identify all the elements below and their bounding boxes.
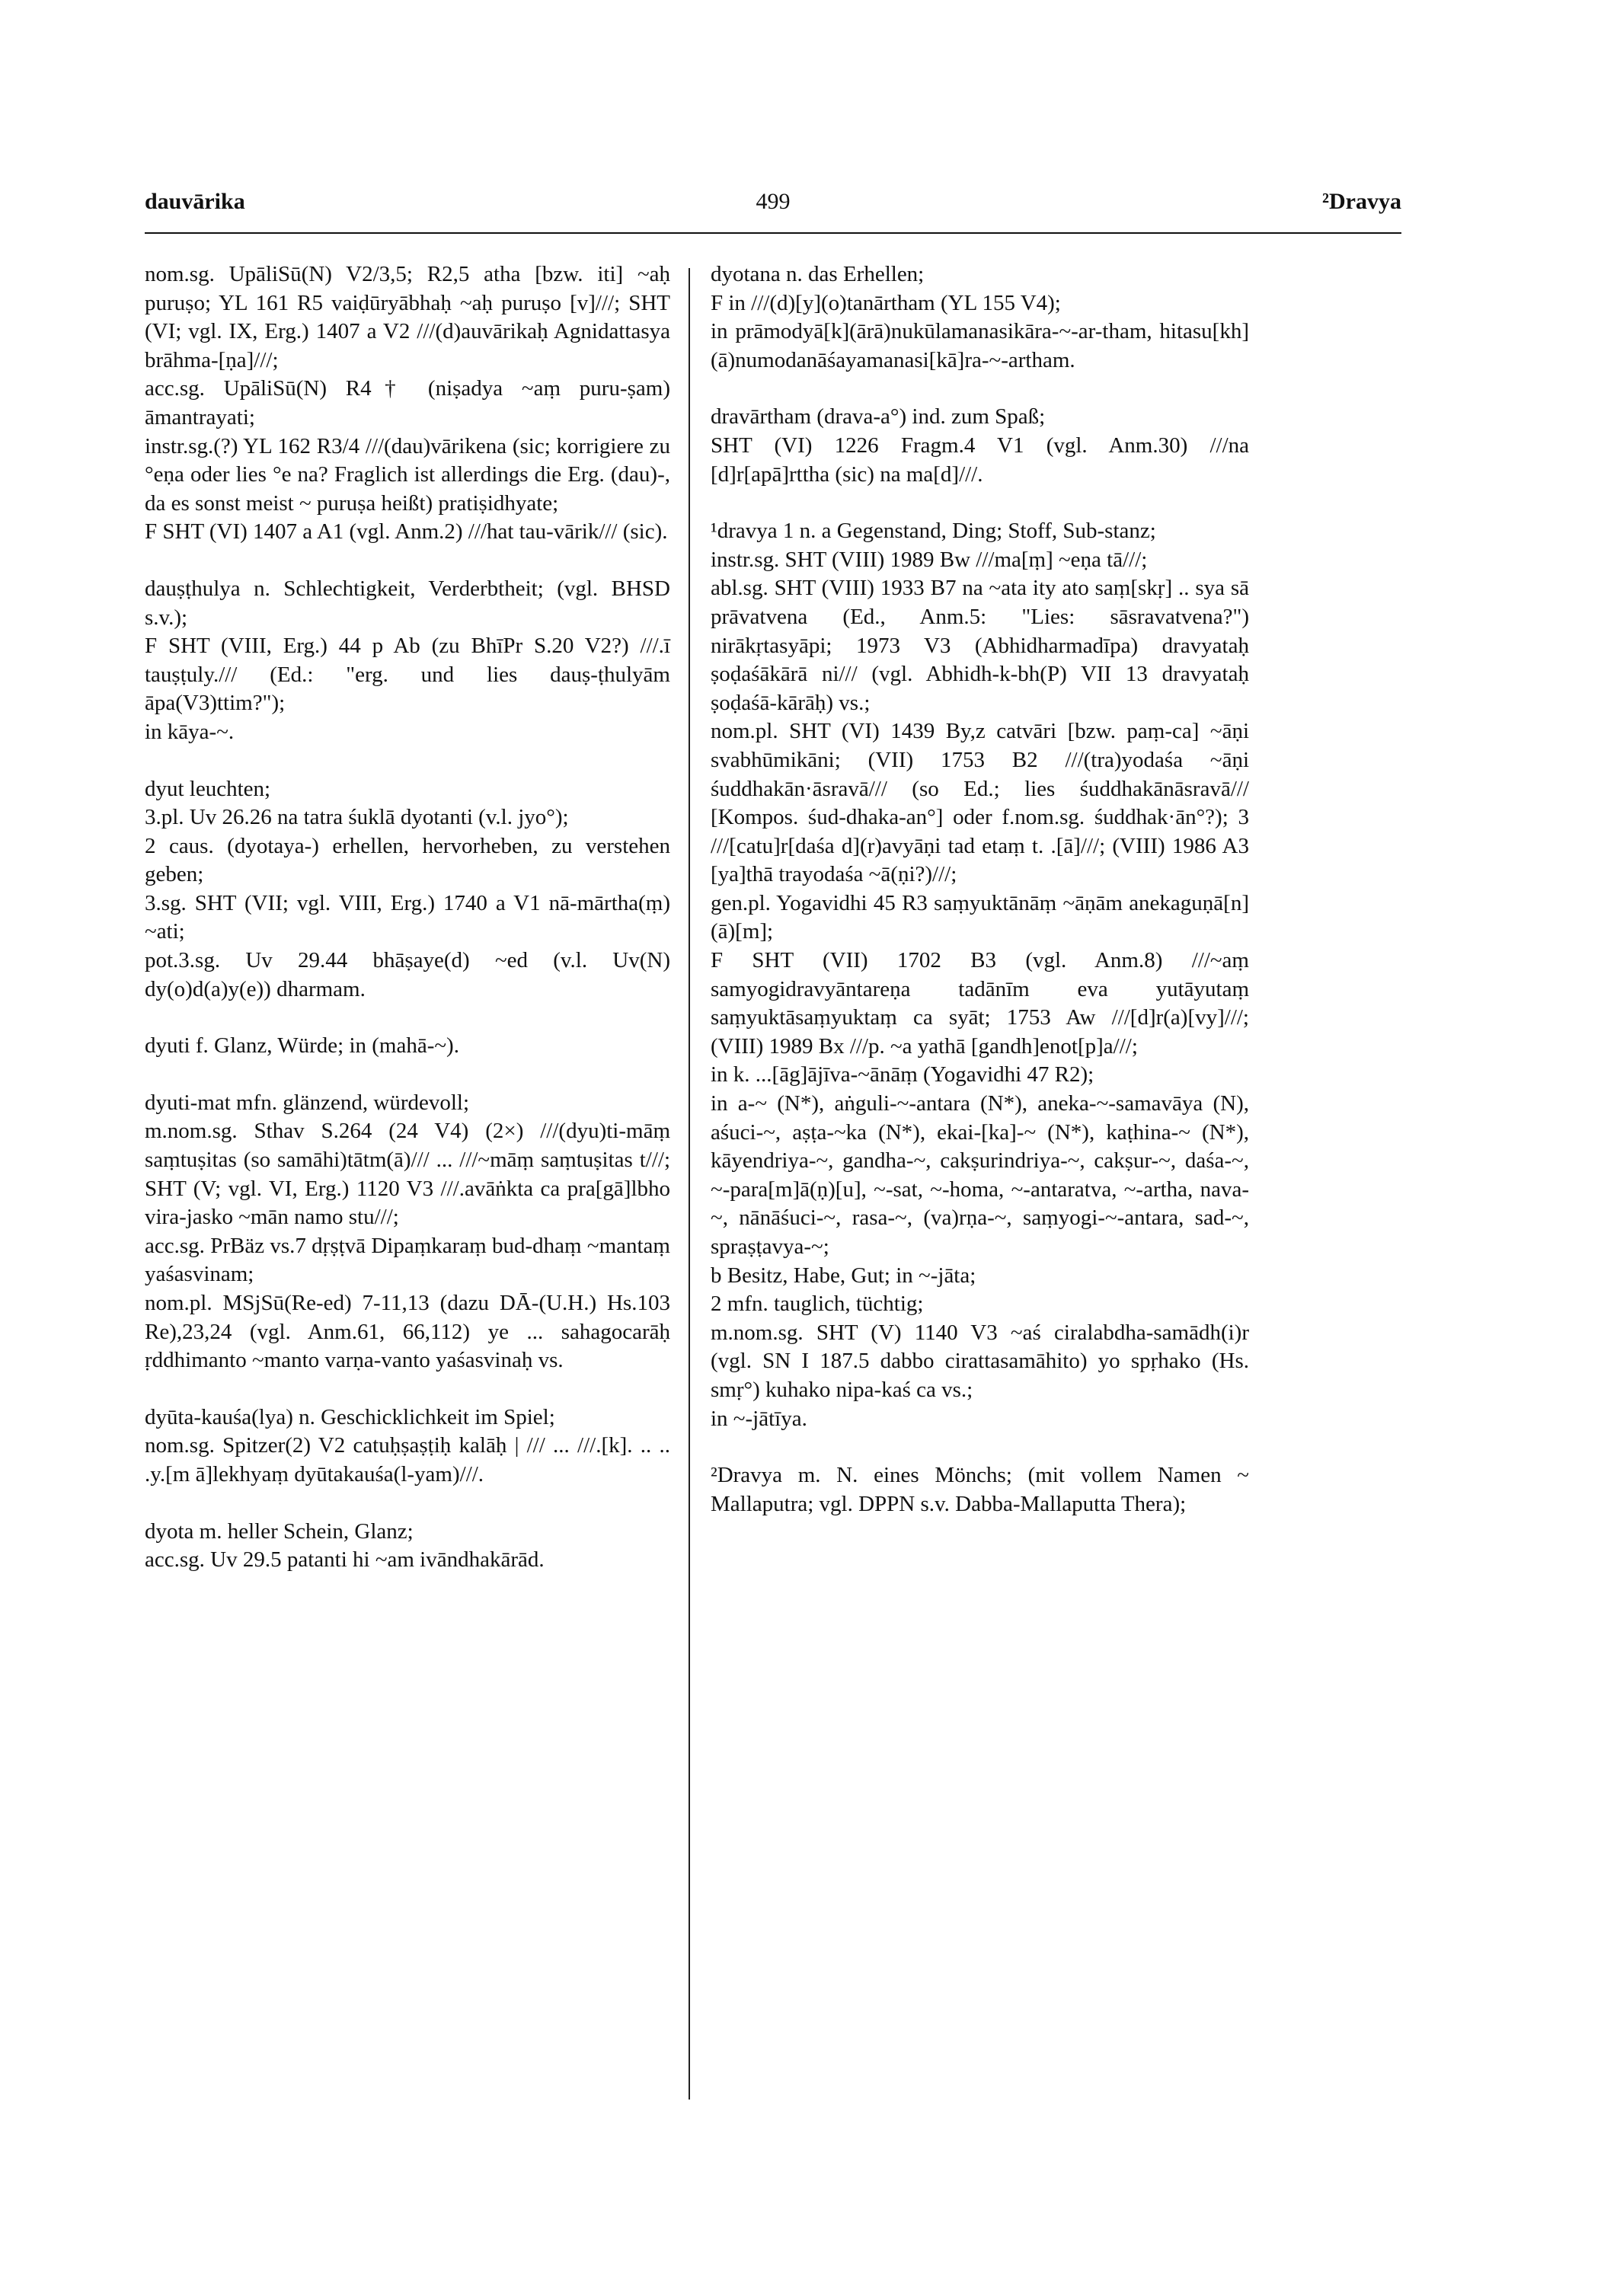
dictionary-paragraph: dyut leuchten; (145, 776, 271, 801)
entry-spacer (711, 1433, 1249, 1461)
running-header (145, 189, 1401, 219)
dictionary-paragraph: in k. ...[āg]ājīva-~ānāṃ (Yogavidhi 47 R2); (711, 1062, 1094, 1087)
dictionary-paragraph: m.nom.sg. Sthav S.264 (24 V4) (2×) ///(dyu)ti-māṃ saṃtuṣitas (so samāhi)tātm(ā)/// ... ///~māṃ saṃtuṣitas t///; SHT (V; vgl. VI, Erg.) 1120 V3 ///.avāṅkta ca pra[gā]lbho vira-jasko ~mān namo stu///; (145, 1119, 670, 1230)
dictionary-paragraph: F SHT (VI) 1407 a A1 (vgl. Anm.2) ///hat tau-vārik/// (sic). (145, 519, 668, 544)
dictionary-paragraph: nom.pl. MSjSū(Re-ed) 7-11,13 (dazu DĀ-(U.H.) Hs.103 Re),23,24 (vgl. Anm.61, 66,112) ye ... sahagocarāḥ ṛddhimanto ~manto varṇa-vanto yaśasvinaḥ vs. (145, 1291, 670, 1373)
dictionary-paragraph: nom.sg. UpāliSū(N) V2/3,5; R2,5 atha [bzw. iti] ~aḥ puruṣo; YL 161 R5 vaiḍūryābhaḥ ~aḥ puruṣo [v]///; SHT (VI; vgl. IX, Erg.) 1407 a V2 ///(d)auvārikaḥ Agnidattasya brāhma-[ṇa]///; (145, 262, 670, 372)
entry-spacer (145, 1490, 670, 1518)
page-number: 499 (756, 189, 791, 214)
right-column (711, 260, 1249, 1518)
dictionary-paragraph: F SHT (VIII, Erg.) 44 p Ab (zu BhīPr S.20 V2?) ///.ī tauṣṭuly./// (Ed.: "erg. und lies dauṣ-ṭhulyām āpa(V3)ttim?"); (145, 634, 670, 716)
dictionary-paragraph: abl.sg. SHT (VIII) 1933 B7 na ~ata ity ato saṃ[skṛ] .. sya sā prāvatvena (Ed., Anm.5: "Lies: sāsravatvena?") nirākṛtasyāpi; 1973 V3 (Abhidharmadīpa) dravyataḥ ṣoḍaśākārā ni/// (vgl. Abhidh-k-bh(P) VII 13 dravyataḥ ṣoḍaśā-kārāḥ) vs.; (711, 576, 1249, 715)
entry-spacer (145, 1375, 670, 1403)
entry-spacer (145, 547, 670, 575)
dictionary-paragraph: 2 caus. (dyotaya-) erhellen, hervorheben, zu verstehen geben; (145, 833, 670, 887)
entry-spacer (145, 1004, 670, 1032)
dictionary-paragraph: in ~-jātīya. (711, 1406, 807, 1431)
dictionary-paragraph: instr.sg. SHT (VIII) 1989 Bw ///ma[ṃ] ~eṇa tā///; (711, 547, 1148, 572)
dictionary-paragraph: 2 mfn. tauglich, tüchtig; (711, 1292, 924, 1317)
dictionary-paragraph: in kāya-~. (145, 719, 235, 744)
dictionary-paragraph: ¹dravya 1 n. a Gegenstand, Ding; Stoff, Sub-stanz; (711, 519, 1156, 544)
header-right-guideword: ²Dravya (1322, 189, 1401, 214)
dictionary-paragraph: acc.sg. Uv 29.5 patanti hi ~am ivāndhakārād. (145, 1547, 545, 1573)
dictionary-paragraph: in a-~ (N*), aṅguli-~-antara (N*), aneka-~-samavāya (N), aśuci-~, aṣṭa-~ka (N*), ekai-[ka]-~ (N*), kaṭhina-~ (N*), kāyendriya-~, gandha-~, cakṣurindriya-~, cakṣur-~, daśa-~, ~-para[m]ā(ṇ)[u], ~-sat, ~-homa, ~-antaratva, ~-artha, nava-~, nānāśuci-~, rasa-~, (va)rṇa-~, saṃyogi-~-antara, sad-~, spraṣṭavya-~; (711, 1091, 1249, 1259)
entry-spacer (711, 489, 1249, 517)
dictionary-paragraph: b Besitz, Habe, Gut; in ~-jāta; (711, 1263, 976, 1288)
dictionary-paragraph: in prāmodyā[k](ārā)nukūlamanasikāra-~-ar-tham, hitasu[kh](ā)numodanāśayamanasi[kā]ra-~-artham. (711, 319, 1249, 372)
dictionary-paragraph: instr.sg.(?) YL 162 R3/4 ///(dau)vārikena (sic; korrigiere zu °eṇa oder lies °e na? Fraglich ist allerdings die Erg. (dau)-, da es sonst meist ~ puruṣa heißt) pratiṣidhyate; (145, 433, 670, 516)
dictionary-paragraph: dyūta-kauśa(lya) n. Geschicklichkeit im Spiel; (145, 1404, 555, 1429)
left-column (145, 260, 670, 1575)
dictionary-paragraph: dravārtham (drava-a°) ind. zum Spaß; (711, 404, 1046, 430)
dictionary-paragraph: nom.pl. SHT (VI) 1439 By,z catvāri [bzw. paṃ-ca] ~āṇi svabhūmikāni; (VII) 1753 B2 ///(tra)yodaśa ~āṇi śuddhakān·āsravā/// (so Ed.; lies śuddhakānāsravā/// [Kompos. śud-dhaka-an°] oder f.nom.sg. śuddhak·ān°?); 3 ///[catu]r[daśa d](r)avyāṇi tad etaṃ t. .[ā]///; (VIII) 1986 A3 [ya]thā trayodaśa ~ā(ṇi?)///; (711, 719, 1249, 887)
column-divider (689, 268, 690, 2100)
dictionary-paragraph: 3.sg. SHT (VII; vgl. VIII, Erg.) 1740 a V1 nā-mārtha(ṃ) ~ati; (145, 890, 670, 944)
dictionary-paragraph: dyota m. heller Schein, Glanz; (145, 1518, 414, 1544)
dictionary-paragraph: acc.sg. PrBäz vs.7 dṛṣṭvā Dipaṃkaraṃ bud-dhaṃ ~mantaṃ yaśasvinam; (145, 1233, 670, 1287)
dictionary-paragraph: dyuti-mat mfn. glänzend, würdevoll; (145, 1090, 470, 1115)
entry-spacer (145, 1061, 670, 1089)
entry-spacer (711, 375, 1249, 403)
dictionary-paragraph: dyuti f. Glanz, Würde; in (mahā-~). (145, 1033, 459, 1059)
dictionary-paragraph: pot.3.sg. Uv 29.44 bhāṣaye(d) ~ed (v.l. Uv(N) dy(o)d(a)y(e)) dharmam. (145, 948, 670, 1001)
dictionary-paragraph: F in ///(d)[y](o)tanārtham (YL 155 V4); (711, 290, 1061, 315)
dictionary-paragraph: m.nom.sg. SHT (V) 1140 V3 ~aś ciralabdha-samādh(i)r (vgl. SN I 187.5 dabbo cirattasamāhito) yo spṛhako (Hs. smṛ°) kuhako nipa-kaś ca vs.; (711, 1320, 1249, 1402)
dictionary-paragraph: nom.sg. Spitzer(2) V2 catuḥṣaṣṭiḥ kalāḥ | /// ... ///.[k]. .. .. .y.[m ā]lekhyaṃ dyūtakauśa(l-yam)///. (145, 1433, 670, 1486)
entry-spacer (145, 747, 670, 775)
dictionary-paragraph: SHT (VI) 1226 Fragm.4 V1 (vgl. Anm.30) ///na [d]r[apā]rttha (sic) na ma[d]///. (711, 433, 1249, 487)
dictionary-paragraph: acc.sg. UpāliSū(N) R4† (niṣadya ~aṃ puru-ṣam) āmantrayati; (145, 376, 670, 430)
header-left-guideword: dauvārika (145, 189, 245, 214)
dictionary-paragraph: dyotana n. das Erhellen; (711, 262, 925, 286)
header-rule (145, 232, 1401, 234)
dictionary-paragraph: gen.pl. Yogavidhi 45 R3 saṃyuktānāṃ ~āṇām anekaguṇā[n](ā)[m]; (711, 890, 1249, 944)
dictionary-paragraph: F SHT (VII) 1702 B3 (vgl. Anm.8) ///~aṃ samyogidravyāntareṇa tadānīm eva yutāyutaṃ saṃyuktāsaṃyuktaṃ ca syāt; 1753 Aw ///[d]r(a)[vy]///; (VIII) 1989 Bx ///p. ~a yathā [gandh]enot[p]a///; (711, 948, 1249, 1059)
dictionary-paragraph: dauṣṭhulya n. Schlechtigkeit, Verderbtheit; (vgl. BHSD s.v.); (145, 576, 670, 630)
dictionary-paragraph: ²Dravya m. N. eines Mönchs; (mit vollem Namen ~ Mallaputra; vgl. DPPN s.v. Dabba-Mallaputta Thera); (711, 1463, 1249, 1516)
dictionary-paragraph: 3.pl. Uv 26.26 na tatra śuklā dyotanti (v.l. jyo°); (145, 805, 569, 830)
